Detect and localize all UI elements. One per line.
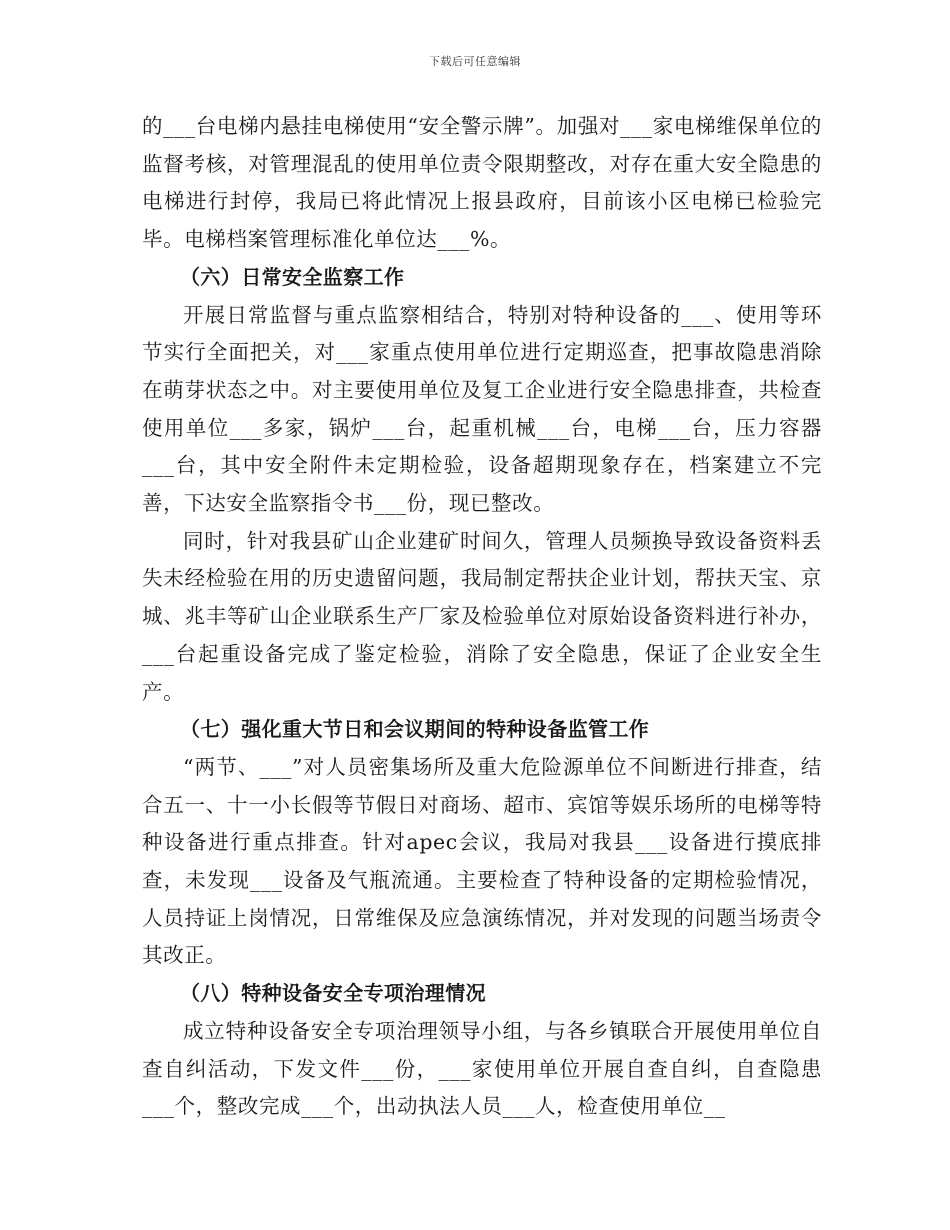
paragraph-elevator-continuation: 的___台电梯内悬挂电梯使用“安全警示牌”。加强对___家电梯维保单位的监督考核，对管理混乱的使用单位责令限期整改，对存在重大安全隐患的电梯进行封停，我局已将此情况上报县政府，目前该小区电梯已检验完毕。电梯档案管理标准化单位达___%。 [142,114,822,252]
section-heading-6: （六）日常安全监察工作 [180,264,405,289]
paragraph-mining-assistance: 同时，针对我县矿山企业建矿时间久，管理人员频换导致设备资料丢失未经检验在用的历史遗留问题，我局制定帮扶企业计划，帮扶天宝、京城、兆丰等矿山企业联系生产厂家及检验单位对原始设备资料进行补办，___台起重设备完成了鉴定检验，消除了安全隐患，保证了企业安全生产。 [142,528,822,704]
page-header: 下载后可任意编辑 [429,55,521,68]
section-heading-8: （八）特种设备安全专项治理情况 [180,981,486,1006]
document-body [142,108,822,1126]
paragraph-holiday-inspection: “两节、___”对人员密集场所及重大危险源单位不间断进行排查，结合五一、十一小长假等节假日对商场、超市、宾馆等娱乐场所的电梯等特种设备进行重点排查。针对apec会议，我局对我县___设备进行摸底排查，未发现___设备及气瓶流通。主要检查了特种设备的定期检验情况，人员持证上岗情况，日常维保及应急演练情况，并对发现的问题当场责令其改正。 [142,754,822,968]
section-heading-7: （七）强化重大节日和会议期间的特种设备监管工作 [180,717,650,742]
paragraph-special-governance: 成立特种设备安全专项治理领导小组，与各乡镇联合开展使用单位自查自纠活动，下发文件___份，___家使用单位开展自查自纠，自查隐患___个，整改完成___个，出动执法人员___人，检查使用单位__ [142,1018,822,1119]
paragraph-daily-supervision: 开展日常监督与重点监察相结合，特别对特种设备的___、使用等环节实行全面把关，对___家重点使用单位进行定期巡查，把事故隐患消除在萌芽状态之中。对主要使用单位及复工企业进行安全隐患排查，共检查使用单位___多家，锅炉___台，起重机械___台，电梯___台，压力容器___台，其中安全附件未定期检验，设备超期现象存在，档案建立不完善，下达安全监察指令书___份，现已整改。 [142,302,822,516]
